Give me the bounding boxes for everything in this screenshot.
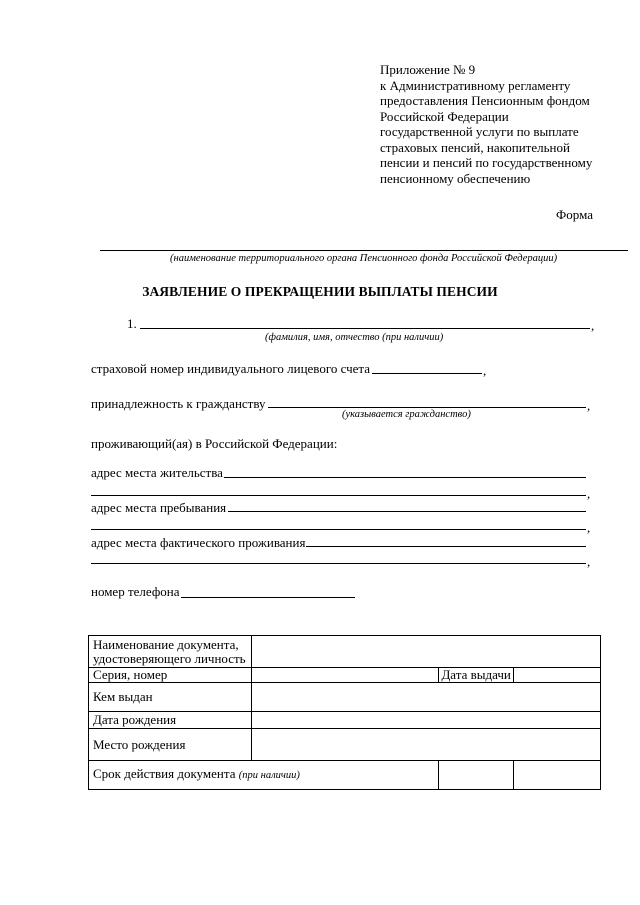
validity-spacer	[439, 761, 513, 790]
table-row	[89, 668, 601, 683]
validity-note: (при наличии)	[238, 770, 300, 781]
birth-date-label: Дата рождения	[89, 712, 252, 729]
appendix-line: страховых пенсий, накопительной	[380, 139, 570, 155]
comma: ,	[587, 398, 591, 413]
actual-address-label: адрес места фактического проживания	[91, 535, 306, 550]
table-row	[89, 636, 601, 668]
series-number-value[interactable]	[251, 668, 439, 683]
stay-label: адрес места пребывания	[91, 500, 227, 515]
validity-value[interactable]	[513, 761, 600, 790]
comma: ,	[483, 363, 487, 378]
validity-label	[89, 761, 439, 790]
full-name-field[interactable]	[140, 328, 590, 329]
doc-name-value[interactable]	[251, 636, 600, 668]
comma: ,	[587, 554, 591, 569]
validity-label-text: Срок действия документа	[93, 766, 236, 781]
issue-date-label: Дата выдачи	[439, 668, 513, 683]
stay-field[interactable]	[228, 511, 586, 512]
phone-field[interactable]	[181, 597, 355, 598]
appendix-header	[380, 62, 630, 186]
appendix-line: к Административному регламенту	[380, 77, 571, 93]
page-title: ЗАЯВЛЕНИЕ О ПРЕКРАЩЕНИИ ВЫПЛАТЫ ПЕНСИИ	[142, 284, 498, 299]
series-number-label: Серия, номер	[89, 668, 252, 683]
phone-label: номер телефона	[91, 584, 180, 599]
actual-address-field-line2[interactable]	[91, 563, 586, 564]
authority-caption: (наименование территориального органа Пенсионного фонда Российской Федерации)	[170, 253, 558, 264]
name-caption: (фамилия, имя, отчество (при наличии)	[265, 332, 444, 343]
authority-field[interactable]	[100, 250, 628, 251]
birth-place-label: Место рождения	[89, 729, 252, 761]
id-document-table	[88, 635, 601, 790]
residing-label: проживающий(ая) в Российской Федерации:	[91, 436, 338, 451]
citizenship-field[interactable]	[268, 407, 586, 408]
appendix-line: предоставления Пенсионным фондом	[380, 93, 590, 108]
issued-by-value[interactable]	[251, 683, 600, 712]
comma: ,	[587, 486, 591, 501]
snils-field[interactable]	[372, 373, 482, 374]
form-label: Форма	[556, 207, 593, 222]
table-row	[89, 761, 601, 790]
comma: ,	[587, 520, 591, 535]
citizenship-caption: (указывается гражданство)	[342, 409, 471, 420]
residence-field-line2[interactable]	[91, 495, 586, 496]
residence-label: адрес места жительства	[91, 465, 223, 480]
appendix-line: Приложение № 9	[380, 62, 476, 77]
doc-name-label: Наименование документа, удостоверяющего личность	[89, 636, 252, 668]
issue-date-value[interactable]	[513, 668, 600, 683]
issued-by-label: Кем выдан	[89, 683, 252, 712]
appendix-line: государственной услуги по выплате	[380, 124, 579, 139]
appendix-line: пенсионному обеспечению	[380, 170, 531, 186]
stay-field-line2[interactable]	[91, 529, 586, 530]
residence-field[interactable]	[224, 477, 586, 478]
actual-address-field[interactable]	[306, 546, 586, 547]
snils-label: страховой номер индивидуального лицевого счета	[91, 361, 371, 376]
citizenship-label: принадлежность к гражданству	[91, 396, 266, 411]
item-number: 1.	[127, 316, 137, 331]
appendix-line: Российской Федерации	[380, 108, 509, 124]
birth-place-value[interactable]	[251, 729, 600, 761]
birth-date-value[interactable]	[251, 712, 600, 729]
comma: ,	[591, 318, 595, 333]
appendix-line: пенсии и пенсий по государственному	[380, 155, 593, 170]
table-row	[89, 712, 601, 729]
table-row	[89, 683, 601, 712]
table-row	[89, 729, 601, 761]
